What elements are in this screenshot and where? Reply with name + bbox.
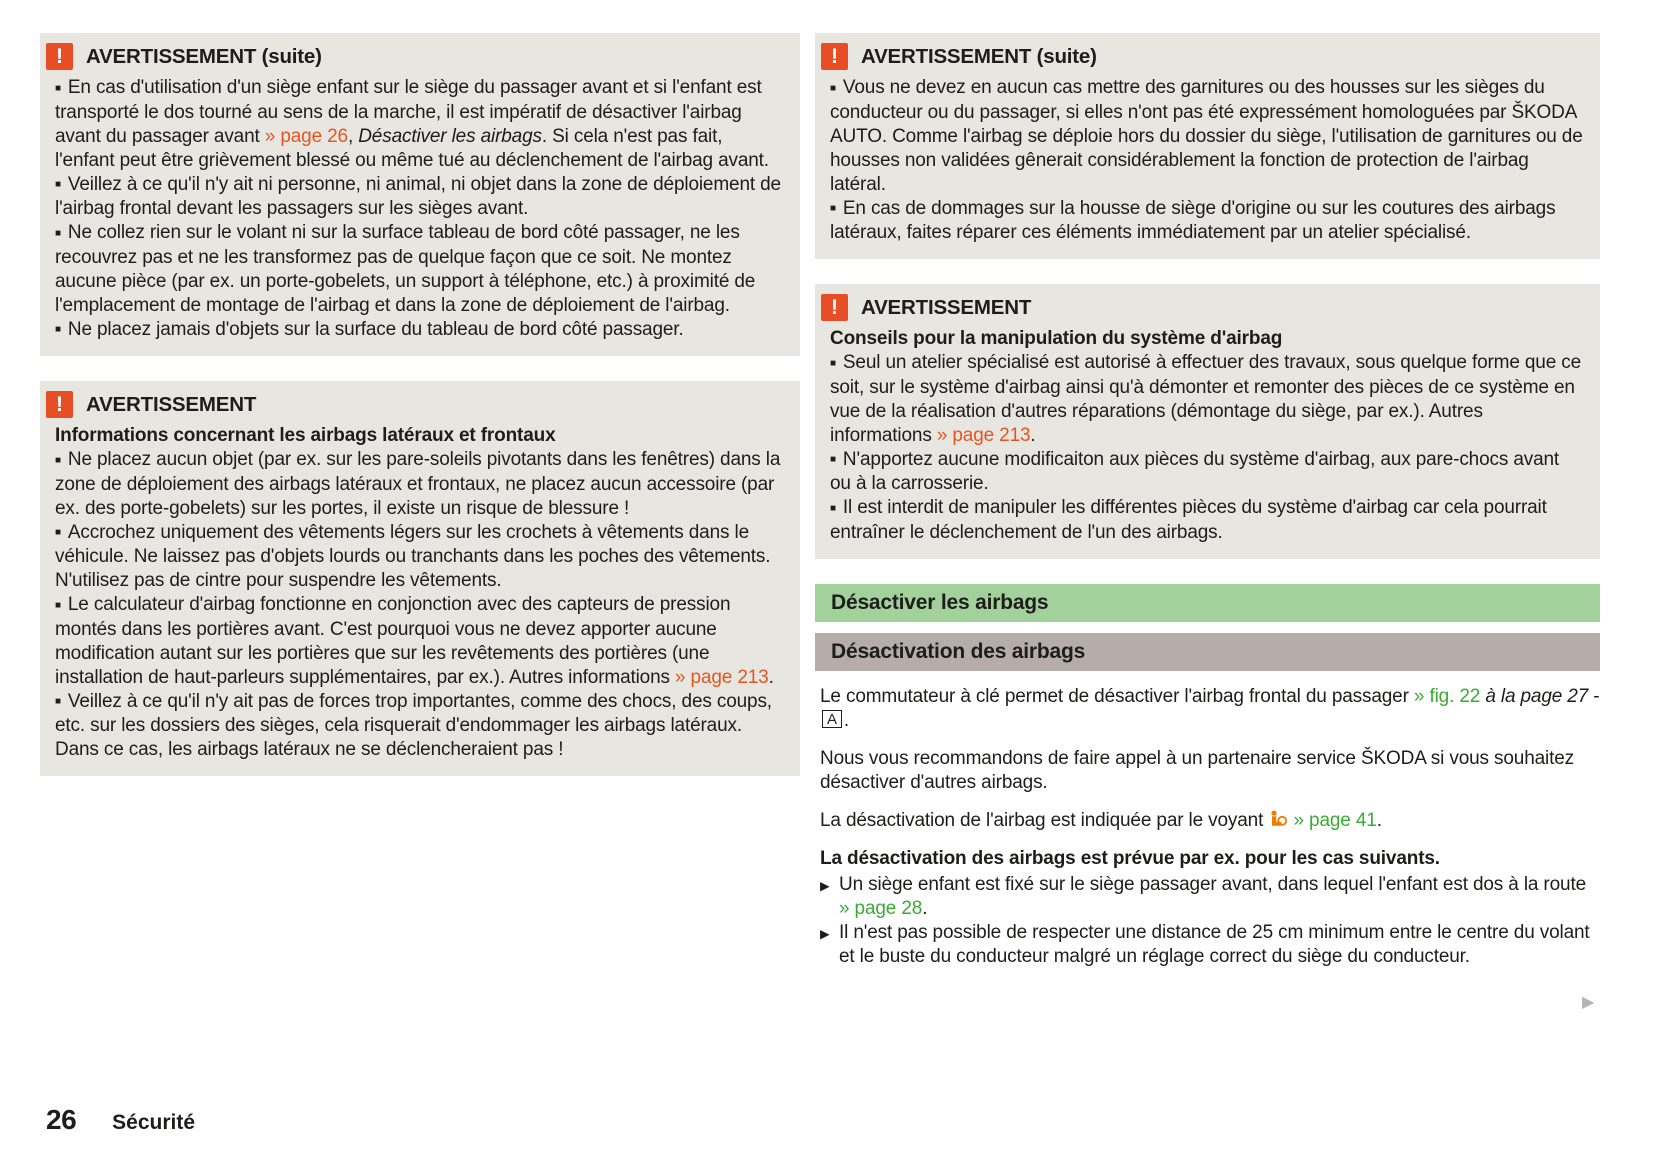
warning-title: AVERTISSEMENT bbox=[861, 295, 1032, 319]
text-segment: Désactiver les airbags bbox=[358, 125, 542, 147]
text-segment: La désactivation des airbags est prévue par ex. pour les cas suivants. bbox=[820, 847, 1440, 869]
rich-text bbox=[830, 198, 1555, 244]
text-segment: N'apportez aucune modificaiton aux pièces du système d'airbag, aux pare-chocs avant ou à la carrosserie. bbox=[830, 448, 1560, 494]
square-bullet-icon: ■ bbox=[55, 227, 61, 239]
list-item bbox=[820, 921, 1600, 969]
rich-text bbox=[830, 352, 1581, 446]
square-bullet-icon: ■ bbox=[830, 82, 836, 94]
square-bullet-icon: ■ bbox=[55, 179, 61, 190]
rich-text bbox=[68, 319, 684, 340]
rich-text bbox=[55, 522, 770, 592]
footer-section-title: Sécurité bbox=[112, 1111, 196, 1134]
warning-item bbox=[830, 351, 1585, 448]
text-segment: Ne placez jamais d'objets sur la surface du tableau de bord côté passager. bbox=[67, 318, 684, 340]
subsection-header: Désactivation des airbags bbox=[815, 633, 1600, 671]
text-segment: Le commutateur à clé permet de désactiver l'airbag frontal du passager bbox=[820, 685, 1414, 707]
text-segment: . bbox=[768, 666, 774, 688]
square-bullet-icon: ■ bbox=[830, 502, 836, 514]
rich-text bbox=[55, 222, 755, 316]
warning-item bbox=[830, 197, 1585, 246]
warning-item bbox=[55, 173, 785, 222]
square-bullet-icon: ■ bbox=[830, 454, 836, 465]
paragraph bbox=[820, 685, 1600, 733]
warning-item bbox=[830, 496, 1585, 545]
warning-icon: ! bbox=[821, 294, 848, 321]
text-segment: Veillez à ce qu'il n'y ait ni personne, ni animal, ni objet dans la zone de déploiement de l'airbag frontal devant les passagers sur les sièges avant. bbox=[55, 173, 781, 219]
warning-header bbox=[821, 39, 1585, 76]
text-segment: - bbox=[1588, 685, 1600, 707]
warning-box-continued bbox=[815, 33, 1600, 259]
text-segment: En cas de dommages sur la housse de siège d'origine ou sur les coutures des airbags latéraux, faites réparer ces éléments immédiatement par un atelier spécialisé. bbox=[830, 197, 1556, 243]
warning-title: AVERTISSEMENT bbox=[86, 392, 257, 416]
warning-item bbox=[55, 76, 785, 173]
page-footer bbox=[46, 1104, 195, 1136]
text-segment: Vous ne devez en aucun cas mettre des garnitures ou des housses sur les sièges du conducteur ou du passager, si elles n'ont pas été expressément homologuées par ŠKODA AUTO. Comme l'airbag se déploie hors du dossier du siège, l'utilisation de garnitures ou de housses non validées gênerait considérablement la fonction de protection de l'airbag latéral. bbox=[830, 77, 1583, 195]
warning-icon: ! bbox=[46, 391, 73, 418]
warning-title: AVERTISSEMENT (suite) bbox=[861, 44, 1097, 68]
link-fig-22[interactable]: » fig. 22 bbox=[1413, 685, 1481, 707]
paragraph bbox=[820, 747, 1600, 795]
triangle-bullet-icon: ▶ bbox=[820, 878, 830, 893]
warning-item bbox=[55, 690, 785, 763]
text-segment: Veillez à ce qu'il n'y ait pas de forces trop importantes, comme des chocs, des coups, etc. sur les dossiers des sièges, cela risquerait d'endommager les airbags latéraux. Dans ce cas, les airbags latéraux ne se déclencheraient pas ! bbox=[55, 690, 772, 760]
warning-subtitle: Informations concernant les airbags latéraux et frontaux bbox=[55, 425, 556, 446]
warning-item bbox=[55, 221, 785, 318]
text-segment: En cas d'utilisation d'un siège enfant sur le siège du passager avant et si l'enfant est transporté le dos tourné au sens de la marche, il est impératif de désactiver l'airbag avant du passager avant bbox=[55, 77, 762, 147]
warning-icon: ! bbox=[821, 43, 848, 70]
rich-text bbox=[830, 497, 1547, 543]
text-segment: . bbox=[843, 709, 849, 731]
text-segment: . bbox=[1030, 424, 1036, 446]
link-page-28[interactable]: » page 28 bbox=[839, 897, 923, 919]
warning-box bbox=[40, 381, 800, 776]
warning-icon: ! bbox=[46, 43, 73, 70]
rich-text bbox=[830, 77, 1583, 195]
square-bullet-icon: ■ bbox=[55, 324, 61, 335]
lead-sentence bbox=[820, 847, 1600, 871]
text-segment: Accrochez uniquement des vêtements légers sur les crochets à vêtements dans le véhicule. Ne laissez pas d'objets lourds ou tranchants dans les poches des vêtements. N'utilisez pas de cintre pour suspendre les vêtements. bbox=[55, 521, 771, 591]
text-segment: La désactivation de l'airbag est indiquée par le voyant bbox=[820, 809, 1269, 831]
square-bullet-icon: ■ bbox=[830, 203, 836, 214]
text-segment: à la page 27 bbox=[1485, 685, 1589, 707]
section-header: Désactiver les airbags bbox=[815, 584, 1600, 622]
square-bullet-icon: ■ bbox=[55, 82, 61, 94]
link-page-213[interactable]: » page 213 bbox=[675, 666, 769, 688]
warning-item bbox=[55, 448, 785, 521]
warning-item bbox=[830, 448, 1585, 497]
list-item bbox=[820, 873, 1600, 921]
text-segment: Nous vous recommandons de faire appel à un partenaire service ŠKODA si vous souhaitez désactiver d'autres airbags. bbox=[820, 747, 1574, 793]
warning-item bbox=[55, 318, 785, 343]
rich-text bbox=[839, 873, 1600, 921]
warning-item bbox=[55, 593, 785, 690]
text-segment: Seul un atelier spécialisé est autorisé à effectuer des travaux, sous quelque forme que ce soit, sur le système d'airbag ainsi qu'à démonter et remonter des pièces de ce système en vue de la réalisation d'autres réparations (démontage du siège, par ex.). Autres informations bbox=[830, 352, 1582, 446]
rich-text bbox=[830, 449, 1559, 495]
link-page-26[interactable]: » page 26 bbox=[264, 125, 348, 147]
square-bullet-icon: ■ bbox=[55, 696, 61, 707]
text-segment: Un siège enfant est fixé sur le siège passager avant, dans lequel l'enfant est dos à la route bbox=[839, 873, 1586, 895]
square-bullet-icon: ■ bbox=[55, 454, 61, 466]
page-number: 26 bbox=[46, 1104, 77, 1135]
text-segment: Il est interdit de manipuler les différentes pièces du système d'airbag car cela pourrait entraîner le déclenchement de l'un des airbags. bbox=[830, 497, 1547, 543]
text-segment: Ne collez rien sur le volant ni sur la surface tableau de bord côté passager, ne les recouvrez pas et ne les transformez pas de quelque façon que ce soit. Ne montez aucune pièce (par ex. un porte-gobelets, un support à téléphone, etc.) à proximité de l'emplacement de montage de l'airbag et dans la zone de déploiement de l'airbag. bbox=[55, 222, 756, 316]
rich-text bbox=[55, 77, 769, 171]
warning-box bbox=[815, 284, 1600, 559]
airbag-warning-light-icon bbox=[1268, 810, 1288, 831]
warning-header bbox=[46, 39, 785, 76]
link-page-213[interactable]: » page 213 bbox=[936, 424, 1031, 446]
rich-text bbox=[839, 921, 1600, 969]
text-segment: , bbox=[347, 125, 359, 147]
square-bullet-icon: ■ bbox=[55, 599, 61, 611]
rich-text bbox=[55, 174, 781, 220]
warning-header bbox=[46, 387, 785, 424]
warning-title: AVERTISSEMENT (suite) bbox=[86, 44, 322, 68]
text-segment: Ne placez aucun objet (par ex. sur les pare-soleils pivotants dans les fenêtres) dans la zone de déploiement des airbags latéraux et frontaux, ne placez aucun accessoire (par ex. des porte-gobelets) sur les portes, il existe un risque de blessure ! bbox=[55, 449, 781, 519]
page-continuation-icon: ▶ bbox=[1582, 994, 1595, 1011]
callout-a-label: A bbox=[822, 710, 842, 728]
right-column bbox=[815, 33, 1600, 969]
text-segment: . bbox=[1376, 809, 1382, 831]
link-page-41[interactable]: » page 41 bbox=[1293, 809, 1377, 831]
warning-item bbox=[55, 521, 785, 594]
rich-text bbox=[55, 691, 772, 761]
rich-text bbox=[55, 594, 774, 688]
warning-box-continued bbox=[40, 33, 800, 356]
warning-header bbox=[821, 290, 1585, 327]
paragraph bbox=[820, 809, 1600, 833]
warning-item bbox=[830, 76, 1585, 197]
text-segment: . bbox=[922, 897, 928, 919]
square-bullet-icon: ■ bbox=[55, 527, 61, 538]
square-bullet-icon: ■ bbox=[830, 357, 836, 369]
triangle-bullet-icon: ▶ bbox=[820, 926, 830, 941]
left-column bbox=[40, 33, 800, 801]
text-segment: . Si cela n'est pas fait, l'enfant peut être grièvement blessé ou même tué au déclenchement de l'airbag avant. bbox=[55, 125, 769, 171]
warning-subtitle: Conseils pour la manipulation du système d'airbag bbox=[830, 328, 1283, 349]
text-segment: Le calculateur d'airbag fonctionne en conjonction avec des capteurs de pression montés dans les portières avant. C'est pourquoi vous ne devez apporter aucune modification autant sur les portières que sur les revêtements des portières (une installation de haut-parleurs supplémentaires, par ex.). Autres informations bbox=[55, 594, 731, 688]
text-segment: Il n'est pas possible de respecter une distance de 25 cm minimum entre le centre du volant et le buste du conducteur malgré un réglage correct du siège du conducteur. bbox=[839, 921, 1590, 967]
rich-text bbox=[55, 449, 780, 519]
